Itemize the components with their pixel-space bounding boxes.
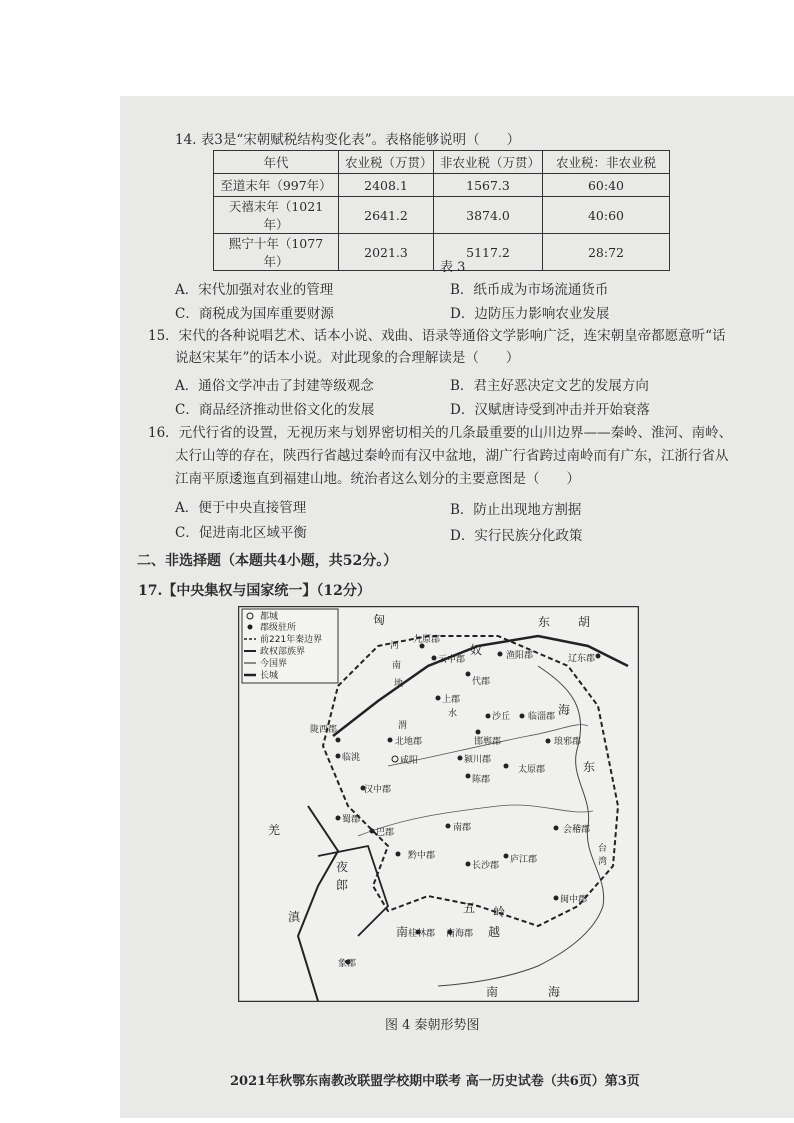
q15-stem-line2: 说赵宋某年”的话本小说。对此现象的合理解读是（ ）	[175, 350, 520, 366]
commandery-label: 琅邪郡	[554, 737, 582, 747]
q14-option-d: D．边防压力影响农业发展	[450, 306, 610, 322]
q15-option-b: B．君主好恶决定文艺的发展方向	[450, 378, 649, 394]
legend-label: 郡级驻所	[260, 623, 297, 633]
q16-option-d: D．实行民族分化政策	[450, 528, 583, 544]
map-canvas	[238, 606, 639, 1002]
commandery-markers	[310, 633, 601, 969]
region-label: 南	[392, 661, 402, 671]
table-cell: 28:72	[543, 234, 670, 271]
region-label: 奴	[470, 643, 483, 657]
commandery-label: 会稽郡	[563, 825, 591, 835]
commandery-label: 渔阳郡	[506, 651, 534, 661]
feature-label: 东	[583, 760, 596, 774]
commandery-label: 庐江郡	[510, 855, 538, 865]
table-header: 农业税：非农业税	[543, 151, 670, 174]
table-header: 年代	[214, 151, 339, 174]
commandery-label: 桂林郡	[408, 929, 436, 939]
feature-label: 海	[548, 985, 561, 999]
commandery-label: 闽中郡	[560, 895, 588, 905]
legend-label: 都城	[260, 612, 279, 622]
table-cell: 3874.0	[434, 197, 543, 234]
map-caption: 图 4 秦朝形势图	[385, 1018, 480, 1033]
q15-option-c: C．商品经济推动世俗文化的发展	[175, 402, 375, 418]
feature-label: 渭	[398, 721, 408, 731]
q15-option-a: A．通俗文学冲击了封建等级观念	[175, 378, 374, 394]
table-cell: 至道末年（997年）	[214, 174, 339, 197]
feature-label: 五	[463, 901, 476, 915]
table-header: 非农业税（万贯）	[434, 151, 543, 174]
commandery-label: 黔中郡	[408, 851, 436, 861]
feature-label: 湾	[598, 857, 608, 867]
table-caption: 表 3	[440, 260, 466, 275]
table-cell: 40:60	[543, 197, 670, 234]
commandery-label: 北地郡	[395, 737, 423, 747]
q16-stem-line2: 太行山等的存在，陕西行省越过秦岭而有汉中盆地，湖广行省跨过南岭而有广东，江浙行省从	[175, 448, 729, 464]
feature-label: 南	[486, 985, 499, 999]
table-header-row	[214, 151, 670, 174]
q14-option-a: A．宋代加强对农业的管理	[175, 282, 334, 298]
table-cell: 2408.1	[339, 174, 434, 197]
region-label: 越	[488, 925, 501, 939]
commandery-label: 上郡	[442, 695, 461, 705]
table-row	[214, 174, 670, 197]
legend-label: 长城	[260, 671, 279, 681]
commandery-label: 陇西郡	[310, 725, 338, 735]
region-label: 河	[390, 641, 400, 651]
region-label: 郎	[336, 878, 349, 892]
commandery-label: 长沙郡	[472, 861, 500, 871]
commandery-label: 辽东郡	[568, 654, 596, 664]
table-3	[213, 150, 670, 271]
q16-option-b: B．防止出现地方割据	[450, 502, 582, 518]
region-label: 地	[394, 679, 404, 689]
region-label: 南	[396, 925, 409, 939]
q16-stem-line3: 江南平原逶迤直到福建山地。统治者这么划分的主要意图是（ ）	[175, 471, 580, 487]
commandery-label: 南海郡	[446, 929, 474, 939]
commandery-label: 颍川郡	[464, 755, 492, 765]
commandery-label: 云中郡	[438, 655, 466, 665]
commandery-label: 九原郡	[413, 635, 441, 645]
q14-option-b: B．纸币成为市场流通货币	[450, 282, 609, 298]
feature-label: 水	[448, 709, 458, 719]
table-cell: 2641.2	[339, 197, 434, 234]
table-row	[214, 197, 670, 234]
table-cell: 60:40	[543, 174, 670, 197]
table-cell: 天禧末年（1021年）	[214, 197, 339, 234]
region-label: 胡	[578, 615, 591, 629]
q16-option-a: A．便于中央直接管理	[175, 500, 307, 516]
commandery-label: 南郡	[453, 823, 472, 833]
commandery-label: 象郡	[338, 959, 357, 969]
section-heading: 二、非选择题（本题共4小题，共52分。）	[137, 553, 398, 569]
region-label: 东	[538, 615, 551, 629]
q14-stem: 14. 表3是“宋朝赋税结构变化表”。表格能够说明（ ）	[175, 132, 521, 148]
commandery-label: 陈郡	[472, 775, 491, 785]
table-cell: 5117.2	[434, 234, 543, 271]
table-cell: 1567.3	[434, 174, 543, 197]
legend-label: 政权部族界	[260, 647, 306, 657]
q15-option-d: D．汉赋唐诗受到冲击并开始衰落	[450, 402, 650, 418]
commandery-label: 汉中郡	[364, 785, 392, 795]
feature-label: 岭	[493, 905, 506, 919]
table-header: 农业税（万贯）	[339, 151, 434, 174]
commandery-label: 蜀郡	[342, 815, 361, 825]
page-footer: 2021年秋鄂东南教改联盟学校期中联考 高一历史试卷（共6页）第3页	[230, 1074, 640, 1089]
region-label: 滇	[288, 910, 301, 924]
commandery-label: 临洮	[342, 753, 361, 763]
feature-label: 台	[598, 844, 608, 854]
commandery-label: 临淄郡	[528, 712, 556, 722]
legend-label: 今国界	[260, 659, 288, 669]
q16-stem-line1: 16．元代行省的设置，无视历来与划界密切相关的几条最重要的山川边界——秦岭、淮河、南岭、	[148, 425, 733, 441]
legend-label: 前221年秦边界	[260, 635, 323, 645]
commandery-label: 沙丘	[492, 712, 511, 722]
commandery-label: 太原郡	[518, 765, 546, 775]
commandery-label: 巴郡	[376, 828, 395, 838]
q16-option-c: C．促进南北区域平衡	[175, 525, 307, 541]
table-cell: 熙宁十年（1077年）	[214, 234, 339, 271]
region-label: 羌	[268, 823, 281, 837]
feature-label: 海	[558, 703, 571, 717]
region-label: 匈	[373, 613, 386, 627]
commandery-label: 代郡	[472, 677, 491, 687]
commandery-label: 邯郸郡	[474, 737, 502, 747]
region-label: 夜	[336, 860, 349, 874]
q15-stem-line1: 15．宋代的各种说唱艺术、话本小说、戏曲、语录等通俗文学影响广泛，连宋朝皇帝都愿意听“话	[148, 328, 726, 344]
q17-title: 17.【中央集权与国家统一】（12分）	[138, 583, 371, 599]
table-cell: 2021.3	[339, 234, 434, 271]
commandery-label: 咸阳	[400, 756, 419, 766]
q14-option-c: C．商税成为国库重要财源	[175, 306, 334, 322]
qin-dynasty-map	[238, 606, 639, 1002]
